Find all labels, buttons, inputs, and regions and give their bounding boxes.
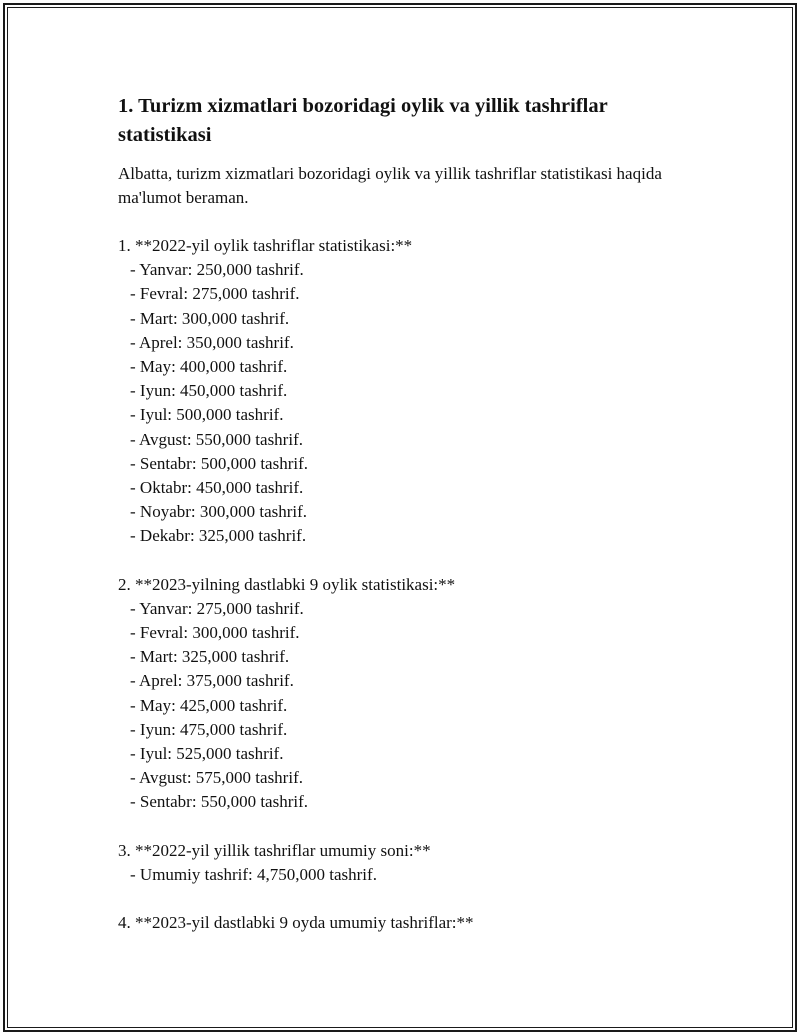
section-title: 1. **2022-yil oylik tashriflar statistikasi:** [118,236,413,255]
list-item: - Yanvar: 250,000 tashrif. [130,260,304,280]
list-item: - Yanvar: 275,000 tashrif. [130,598,304,618]
list-item: - Sentabr: 500,000 tashrif. [130,453,308,473]
section-2022-yearly-total [118,839,678,887]
section-title: 3. **2022-yil yillik tashriflar umumiy soni:** [118,840,431,860]
list-item: - May: 400,000 tashrif. [130,357,288,377]
list-item: - Oktabr: 450,000 tashrif. [130,478,304,498]
list-item: - Sentabr: 550,000 tashrif. [130,792,308,812]
list-item: - Aprel: 375,000 tashrif. [130,671,294,691]
list-item: - Iyul: 500,000 tashrif. [130,405,284,425]
list-item: - Fevral: 275,000 tashrif. [130,284,300,304]
list-item: - Iyun: 450,000 tashrif. [130,381,288,401]
list-item: - Avgust: 550,000 tashrif. [130,429,303,449]
section-title: 4. **2023-yil dastlabki 9 oyda umumiy tashriflar:** [118,913,474,933]
document-heading: 1. Turizm xizmatlari bozoridagi oylik va yillik tashriflar statistikasi [118,95,608,146]
list-item: - Umumiy tashrif: 4,750,000 tashrif. [130,864,377,884]
list-item: - Iyul: 525,000 tashrif. [130,744,284,764]
section-title: 2. **2023-yilning dastlabki 9 oylik statistikasi:** [118,574,456,594]
list-item: - Mart: 300,000 tashrif. [130,308,290,328]
intro-paragraph: Albatta, turizm xizmatlari bozoridagi oylik va yillik tashriflar statistikasi haqida ma'lumot beraman. [118,164,662,207]
list-item: - Mart: 325,000 tashrif. [130,647,290,667]
list-item: - Aprel: 350,000 tashrif. [130,332,294,352]
list-item: - Fevral: 300,000 tashrif. [130,623,300,643]
list-item: - May: 425,000 tashrif. [130,695,288,715]
list-item: - Iyun: 475,000 tashrif. [130,719,288,739]
list-item: - Noyabr: 300,000 tashrif. [130,502,308,522]
section-2022-monthly [118,234,678,549]
document-body [118,92,678,935]
section-2023-9-month-total [118,911,678,935]
list-item: - Avgust: 575,000 tashrif. [130,768,303,788]
list-item: - Dekabr: 325,000 tashrif. [130,526,307,546]
section-2023-first-9-months [118,573,678,815]
